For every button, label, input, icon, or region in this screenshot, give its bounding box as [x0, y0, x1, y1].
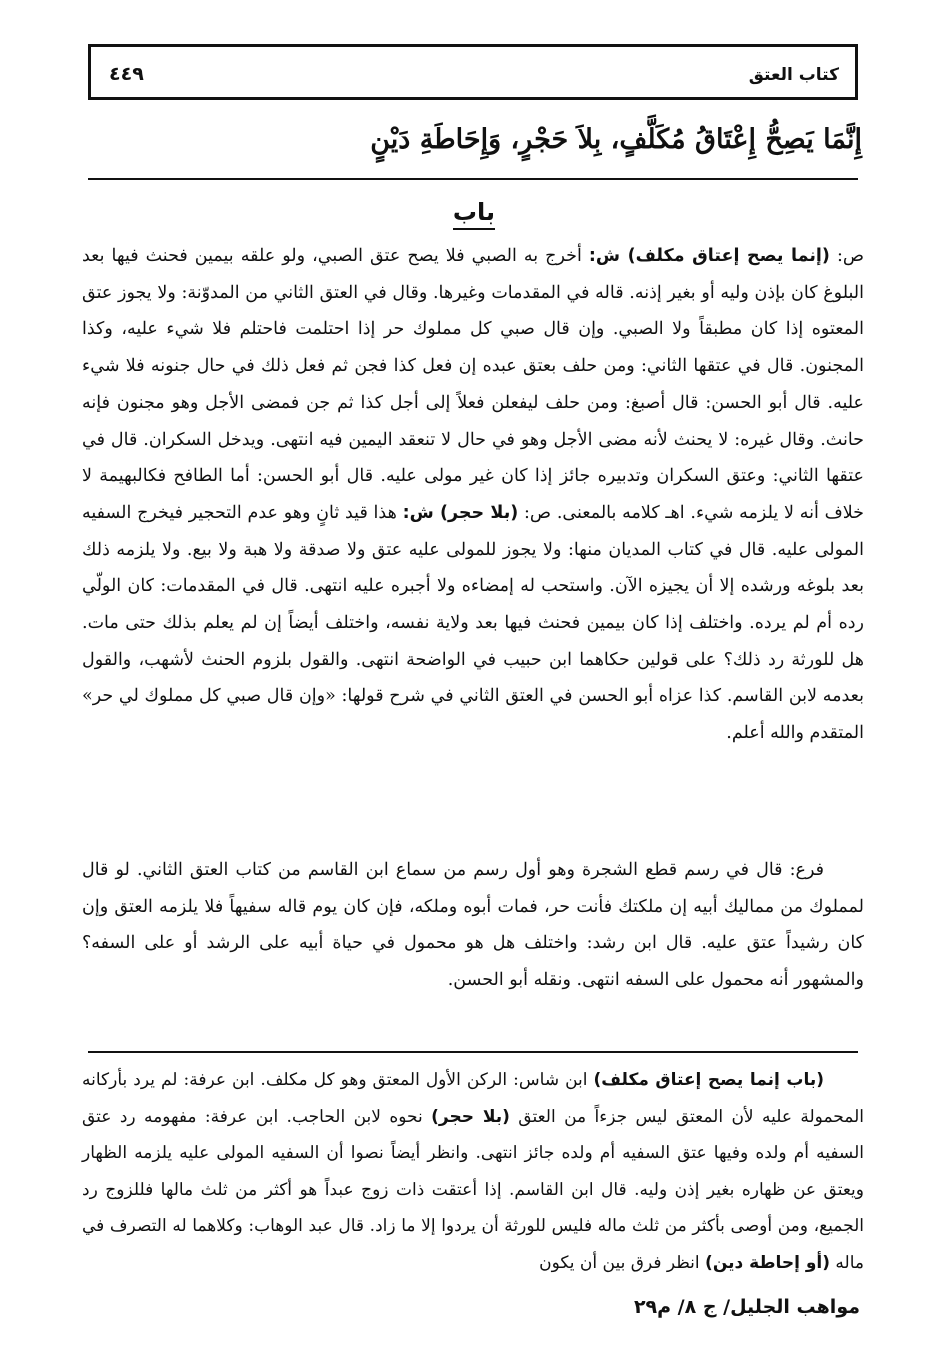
footnote-quote-2: (بلا حجر): [431, 1106, 510, 1127]
section-title: باب: [453, 198, 495, 230]
matn-text: إِنَّمَا يَصِحُّ إِعْتَاقُ مُكَلَّفٍ، بِلاَ حَجْرٍ، وَإِحَاطَةِ دَيْنٍ: [370, 124, 862, 155]
page-number: ٤٤٩: [109, 63, 144, 85]
matn-divider: [88, 178, 858, 180]
footnote-text-b: نحوه لابن الحاجب. ابن عرفة: مفهومه رد عتق السفيه أم ولده وفيها عتق السفيه أم ولده جائز انتهى. وانظر أيضاً نصوا أن السفيه المولى عليه يلزمه الظهار ويعتق عن ظهاره بغير إذن وليه. قال ابن القاسم. إذا أعتقت ذات زوج عبداً هو أكثر من ثلث مالها فللزوج رد الجميع، ومن أوصى بأكثر من ثلث ماله فليس للورثة أن يردوا إلا ما زاد. قال عبد الوهاب: وكلاهما له التصرف في ماله: [82, 1106, 864, 1273]
commentary-paragraph-2: فرع: قال في رسم قطع الشجرة وهو أول رسم من سماع ابن القاسم من كتاب العتق الثاني. لو قال لمملوك من مماليك أبيه إن ملكتك فأنت حر، فمات أبوه وملكه، فإن كان يوم قاله سفيهاً فلا يلزمه العتق وإن كان رشيداً عتق عليه. قال ابن رشد: واختلف هل هو محمول في حياة أبيه على الرشد أو على السفه؟ والمشهور أنه محمول على السفه انتهى. ونقله أبو الحسن.: [82, 860, 864, 991]
quoted-matn-2: (بلا حجر) ش:: [402, 502, 519, 523]
printer-signature: مواهب الجليل/ ج ٨/ م٢٩: [633, 1296, 860, 1318]
sad-marker-2: ص:: [518, 502, 552, 523]
footnote-divider: [88, 1051, 858, 1053]
header-title: كتاب العتق: [748, 65, 839, 85]
footnote-text-a: ابن شاس: الركن الأول المعتق وهو كل مكلف. ابن عرفة: لم يرد بأركانه المحمولة عليه لأن المعتق ليس جزءاً من العتق: [82, 1070, 864, 1127]
sad-marker-1: ص:: [829, 246, 865, 266]
footnote-quote-1: (باب إنما يصح إعتاق مكلف): [593, 1070, 824, 1090]
running-header: [88, 44, 858, 100]
quoted-matn-1: (إنما يصح إعتاق مكلف) ش:: [588, 246, 830, 266]
footnote-text-c: انظر فرق بين أن يكون: [539, 1252, 706, 1273]
commentary-text-1a: أخرج به الصبي فلا يصح عتق الصبي، ولو علقه بيمين فحنث فيها بعد البلوغ كان بإذن وليه أو بغير إذنه. قاله في المقدمات وغيرها. وقال في العتق الثاني من المدوّنة: ولا يجوز عتق المعتوه إذا كان مطبقاً ولا الصبي. وإن قال صبي كل مملوك حر إذا احتلمت فاحتلم فلا شيء عليه، وكذا المجنون. قال في عتقها الثاني: ومن حلف بعتق عبده إن فعل كذا فجن ثم فعل ذلك في حال جنونه فلا شيء عليه. قال أبو الحسن: قال أصبغ: ومن حلف ليفعلن فعلاً إلى أجل كذا ثم جن فمضى الأجل وهو مجنون فإنه حانث. وقال غيره: لا يحنث لأنه مضى الأجل وهو في حال لا تنعقد اليمين فيه انتهى. ويدخل السكران. قال في عتقها الثاني: وعتق السكران وتدبيره جائز إذا كان غير مولى عليه. قال أبو الحسن: أما الطافح فكالبهيمة لا خلاف أنه لا يلزمه شيء. اهـ كلامه بالمعنى.: [82, 246, 864, 523]
commentary-paragraph-1: [82, 238, 864, 752]
footnote-quote-3: (أو إحاطة دين): [705, 1252, 831, 1273]
footnote-paragraph: [82, 1062, 864, 1281]
section-heading: [0, 198, 948, 226]
commentary-text-1b: هذا قيد ثانٍ وهو عدم التحجير فيخرج السفيه المولى عليه. قال في كتاب المديان منها: ولا يجوز للمولى عليه عتق ولا صدقة ولا هبة ولا بيع. ولا يلزمه ذلك بعد بلوغه ورشده إلا أن يجيزه الآن. واستحب له إمضاءه ولا أجبره عليه انتهى. قال في المقدمات: كان الولّي رده أم لم يرده. واختلف إذا كان بيمين فحنث فيها بعد ولاية نفسه، واختلف أيضاً إن لم يعلم بذلك حتى مات. هل للورثة رد ذلك؟ على قولين حكاهما ابن حبيب في الواضحة انتهى. والقول بلزوم الحنث لأشهب، والقول بعدمه لابن القاسم. كذا عزاه أبو الحسن في العتق الثاني في شرح قولها: «وإن قال صبي كل مملوك لي حر» المتقدم والله أعلم.: [82, 502, 864, 744]
